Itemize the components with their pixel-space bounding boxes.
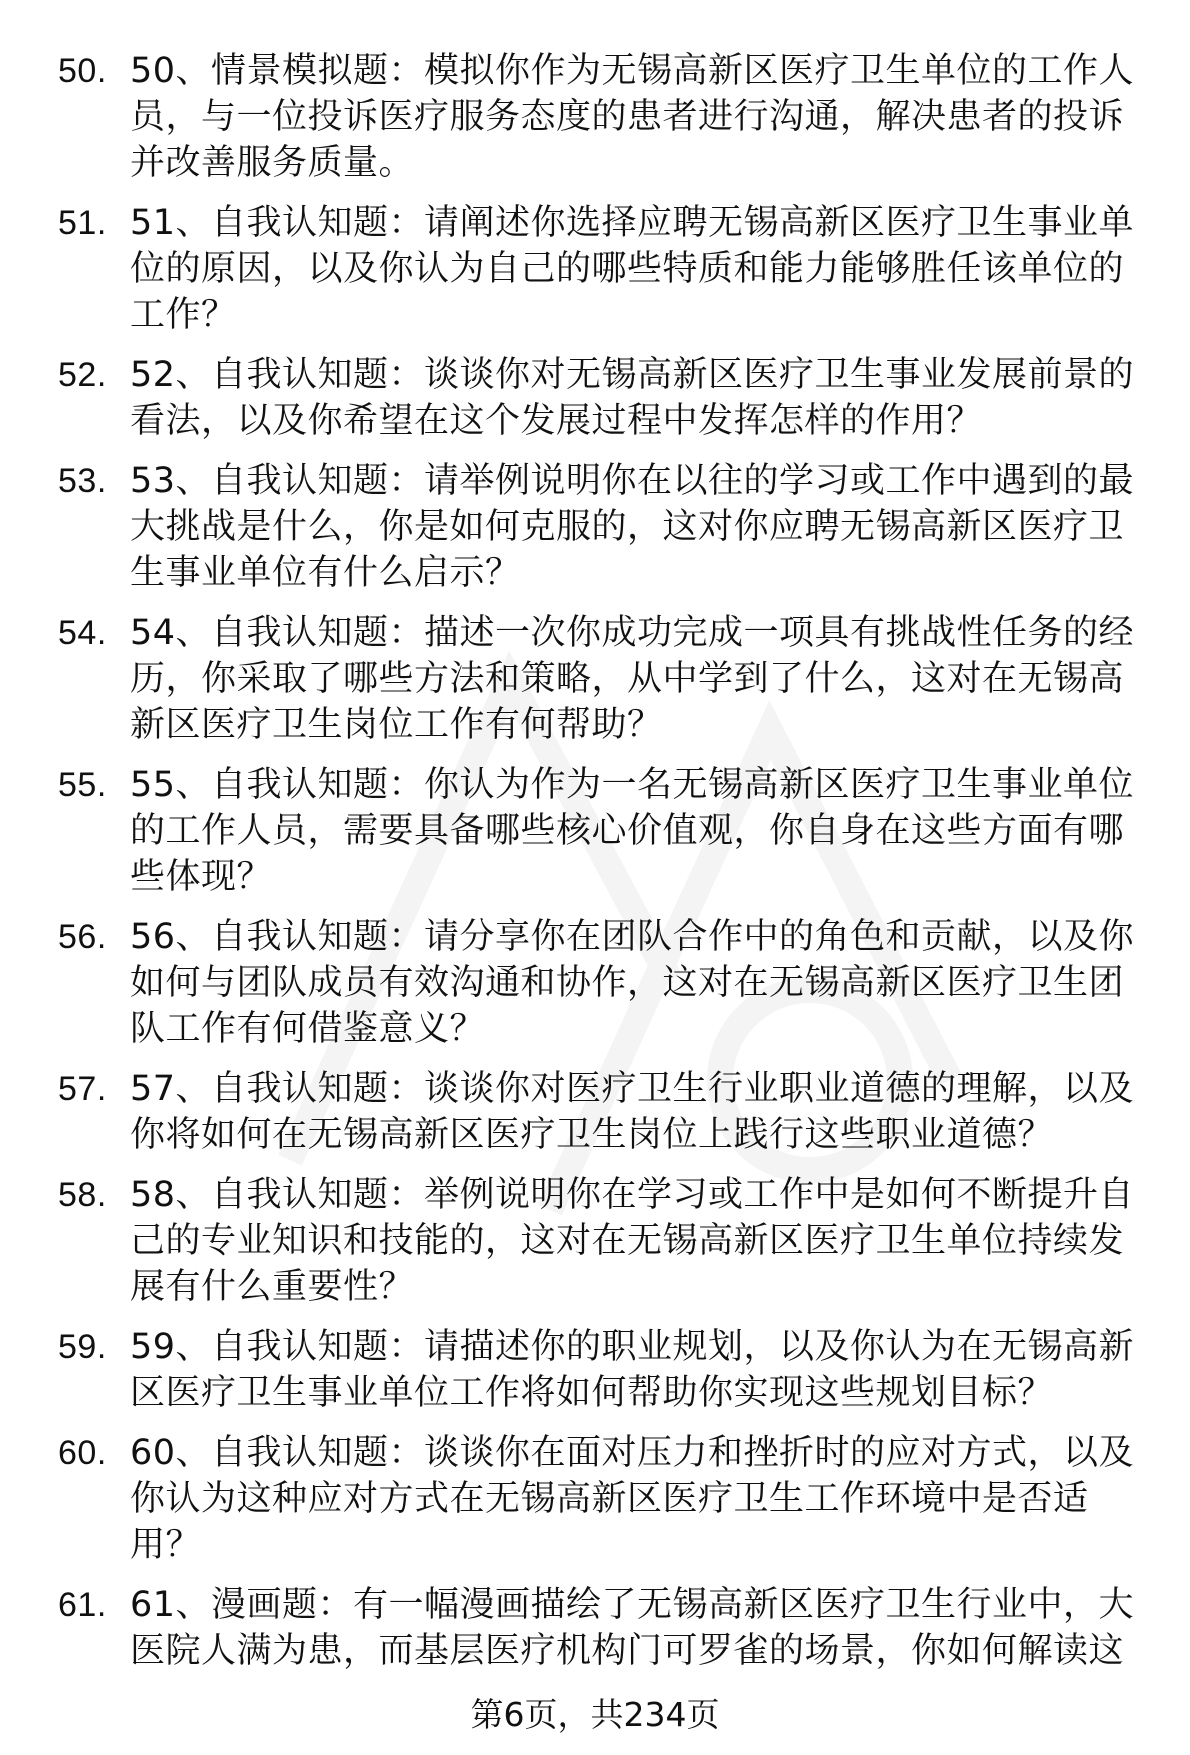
- page-footer: [0, 1694, 1190, 1736]
- question-number: 57.: [58, 1070, 107, 1108]
- question-text: 57、自我认知题：谈谈你对医疗卫生行业职业道德的理解，以及你将如何在无锡高新区医疗卫生岗位上践行这些职业道德？: [130, 1069, 1135, 1155]
- list-item: [0, 458, 1190, 596]
- question-number: 53.: [58, 462, 107, 500]
- list-item: [0, 352, 1190, 444]
- question-text: 52、自我认知题：谈谈你对无锡高新区医疗卫生事业发展前景的看法，以及你希望在这个发展过程中发挥怎样的作用？: [130, 355, 1135, 441]
- question-text: 50、情景模拟题：模拟你作为无锡高新区医疗卫生单位的工作人员，与一位投诉医疗服务态度的患者进行沟通，解决患者的投诉并改善服务质量。: [130, 51, 1135, 183]
- page-number-label: 第6页，共234页: [470, 1695, 720, 1734]
- question-number: 60.: [58, 1434, 107, 1472]
- list-item: [0, 1172, 1190, 1310]
- question-number: 55.: [58, 766, 107, 804]
- question-number: 61.: [58, 1586, 107, 1624]
- question-number: 50.: [58, 52, 107, 90]
- question-text: 56、自我认知题：请分享你在团队合作中的角色和贡献，以及你如何与团队成员有效沟通和协作，这对在无锡高新区医疗卫生团队工作有何借鉴意义？: [130, 917, 1135, 1049]
- list-item: [0, 200, 1190, 338]
- question-list: [0, 48, 1190, 1688]
- question-text: 59、自我认知题：请描述你的职业规划，以及你认为在无锡高新区医疗卫生事业单位工作将如何帮助你实现这些规划目标？: [130, 1327, 1135, 1413]
- list-item: [0, 1430, 1190, 1568]
- question-number: 56.: [58, 918, 107, 956]
- question-number: 59.: [58, 1328, 107, 1366]
- list-item: [0, 762, 1190, 900]
- list-item: [0, 610, 1190, 748]
- question-text: 58、自我认知题：举例说明你在学习或工作中是如何不断提升自己的专业知识和技能的，这对在无锡高新区医疗卫生单位持续发展有什么重要性？: [130, 1175, 1135, 1307]
- list-item: [0, 1066, 1190, 1158]
- question-text: 51、自我认知题：请阐述你选择应聘无锡高新区医疗卫生事业单位的原因，以及你认为自己的哪些特质和能力能够胜任该单位的工作？: [130, 203, 1135, 335]
- question-text: 61、漫画题：有一幅漫画描绘了无锡高新区医疗卫生行业中，大医院人满为患，而基层医疗机构门可罗雀的场景，你如何解读这: [130, 1585, 1135, 1671]
- question-number: 52.: [58, 356, 107, 394]
- list-item: [0, 1324, 1190, 1416]
- list-item: [0, 48, 1190, 186]
- question-text: 54、自我认知题：描述一次你成功完成一项具有挑战性任务的经历，你采取了哪些方法和策略，从中学到了什么，这对在无锡高新区医疗卫生岗位工作有何帮助？: [130, 613, 1135, 745]
- question-number: 58.: [58, 1176, 107, 1214]
- question-number: 51.: [58, 204, 107, 242]
- question-text: 53、自我认知题：请举例说明你在以往的学习或工作中遇到的最大挑战是什么，你是如何克服的，这对你应聘无锡高新区医疗卫生事业单位有什么启示？: [130, 461, 1135, 593]
- question-number: 54.: [58, 614, 107, 652]
- question-text: 60、自我认知题：谈谈你在面对压力和挫折时的应对方式，以及你认为这种应对方式在无锡高新区医疗卫生工作环境中是否适用？: [130, 1433, 1135, 1565]
- list-item: [0, 1582, 1190, 1674]
- list-item: [0, 914, 1190, 1052]
- question-text: 55、自我认知题：你认为作为一名无锡高新区医疗卫生事业单位的工作人员，需要具备哪些核心价值观，你自身在这些方面有哪些体现？: [130, 765, 1135, 897]
